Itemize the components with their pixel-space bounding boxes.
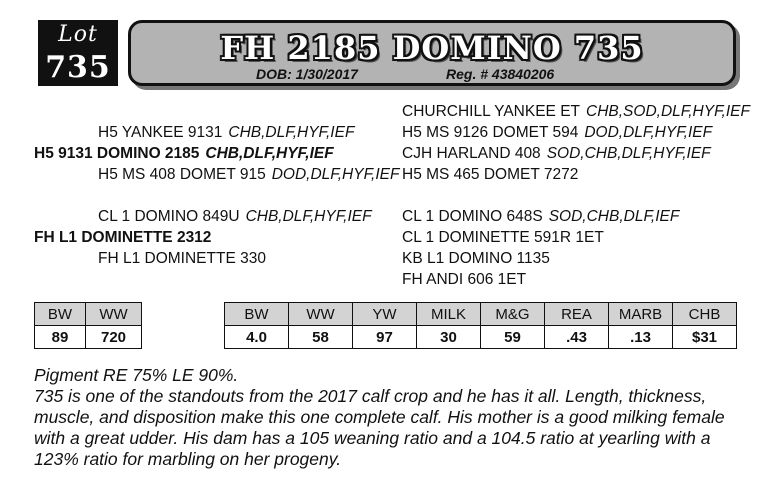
table-header-cell: BW	[225, 303, 289, 326]
pedigree-dam-dam	[98, 250, 266, 268]
table-cell: 59	[481, 326, 545, 349]
lot-badge	[38, 20, 118, 86]
pedigree-name: CL 1 DOMINETTE 591R 1ET	[402, 229, 604, 246]
pedigree-name: FH L1 DOMINETTE 330	[98, 250, 266, 267]
table-header-cell: BW	[35, 303, 86, 326]
lot-number: 735	[45, 50, 111, 85]
pedigree-dam-dam-sire	[402, 250, 550, 268]
pedigree-sire	[34, 145, 334, 163]
pedigree-tests: CHB,DLF,HYF,IEF	[228, 124, 355, 141]
pedigree-name: CL 1 DOMINO 648S	[402, 208, 543, 225]
pedigree-tests: DOD,DLF,HYF,IEF	[584, 124, 713, 141]
table-row	[35, 326, 142, 349]
table-cell: 97	[353, 326, 417, 349]
table-cell: .43	[545, 326, 609, 349]
table-row	[225, 326, 737, 349]
table-header-cell: WW	[86, 303, 142, 326]
table-cell: .13	[609, 326, 673, 349]
pedigree-dam-sire-dam	[402, 229, 604, 247]
table-cell: 89	[35, 326, 86, 349]
pedigree-name: H5 MS 9126 DOMET 594	[402, 124, 579, 141]
lot-description	[34, 365, 746, 470]
pedigree-name: FH L1 DOMINETTE 2312	[34, 229, 212, 246]
table-cell: 4.0	[225, 326, 289, 349]
table-header-cell: M&G	[481, 303, 545, 326]
pedigree-tests: DOD,DLF,HYF,IEF	[271, 166, 400, 183]
pedigree-name: CHURCHILL YANKEE ET	[402, 103, 581, 120]
pedigree-name: FH ANDI 606 1ET	[402, 271, 527, 288]
table-cell: 30	[417, 326, 481, 349]
table-header-cell: CHB	[673, 303, 737, 326]
pedigree-tests: CHB,SOD,DLF,HYF,IEF	[586, 103, 750, 120]
dob: DOB: 1/30/2017	[256, 66, 358, 82]
pedigree-name: H5 MS 408 DOMET 915	[98, 166, 266, 183]
epd-table	[224, 302, 737, 349]
pedigree-dam	[34, 229, 211, 247]
pedigree-tests: CHB,DLF,HYF,IEF	[245, 208, 372, 225]
pedigree-sire-dam	[98, 166, 399, 184]
table-cell: $31	[673, 326, 737, 349]
table-header-cell: MILK	[417, 303, 481, 326]
registration-number: Reg. # 43840206	[446, 66, 555, 82]
pedigree-sire-sire-sire	[402, 103, 750, 121]
pedigree-sire-dam-sire	[402, 145, 711, 163]
actual-weights-table	[34, 302, 142, 349]
pedigree-tests: SOD,CHB,DLF,HYF,IEF	[546, 145, 711, 162]
table-header-row	[225, 303, 737, 326]
table-header-cell: MARB	[609, 303, 673, 326]
table-header-cell: REA	[545, 303, 609, 326]
table-header-cell: WW	[289, 303, 353, 326]
pedigree-tests: CHB,DLF,HYF,IEF	[205, 145, 334, 162]
pedigree-dam-sire-sire	[402, 208, 679, 226]
lot-label: Lot	[58, 22, 98, 47]
pigment-note: Pigment RE 75% LE 90%.	[34, 365, 239, 385]
pedigree-name: KB L1 DOMINO 1135	[402, 250, 550, 267]
pedigree-sire-sire-dam	[402, 124, 712, 142]
pedigree-tests: SOD,CHB,DLF,IEF	[548, 208, 680, 225]
pedigree-name: H5 9131 DOMINO 2185	[34, 145, 200, 162]
pedigree-name: H5 YANKEE 9131	[98, 124, 223, 141]
table-header-cell: YW	[353, 303, 417, 326]
description-text: 735 is one of the standouts from the 2017 calf crop and he has it all. Length, thickness, muscle, and disposition make this one complete calf. His mother is a good milking female with a great udder. His dam has a 105 weaning ratio and a 104.5 ratio at yearling with a 123% ratio for marbling on her progeny.	[34, 386, 725, 469]
pedigree-name: CJH HARLAND 408	[402, 145, 541, 162]
table-header-row	[35, 303, 142, 326]
pedigree-name: CL 1 DOMINO 849U	[98, 208, 240, 225]
table-cell: 58	[289, 326, 353, 349]
pedigree-dam-dam-dam	[402, 271, 526, 289]
pedigree-sire-dam-dam	[402, 166, 578, 184]
title-banner	[128, 20, 736, 86]
table-cell: 720	[86, 326, 142, 349]
pedigree-name: H5 MS 465 DOMET 7272	[402, 166, 579, 183]
animal-name: FH 2185 DOMINO 735	[220, 29, 644, 67]
pedigree-sire-sire	[98, 124, 354, 142]
pedigree-dam-sire	[98, 208, 372, 226]
